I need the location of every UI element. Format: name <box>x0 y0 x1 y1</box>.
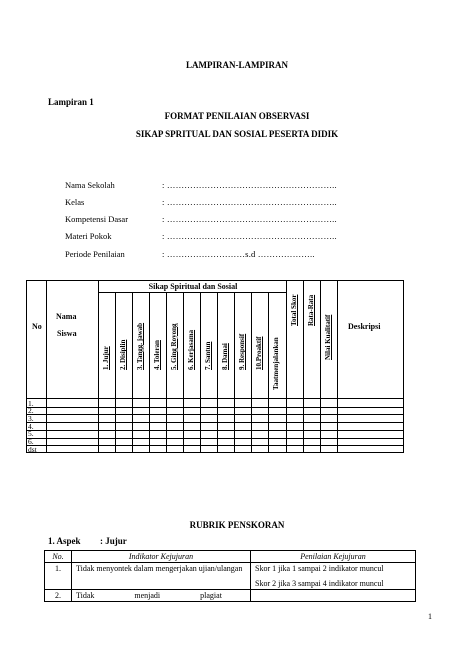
rubrik-header-row <box>45 551 416 563</box>
rubrik-cell-indikator: Tidak menyontek dalam mengerjakan ujian/ulangan <box>72 563 251 590</box>
rubrik-header-indikator: Indikator Kejujuran <box>72 551 251 563</box>
col-deskripsi-header: Deskripsi <box>348 322 381 331</box>
attitude-header-10: 10.Proaktif <box>255 336 263 370</box>
group-header: Sikap Spiritual dan Sosial <box>148 282 238 291</box>
info-value-materi: : ………………………………………………….. <box>162 231 337 241</box>
rubrik-cell-penilaian <box>251 590 416 602</box>
table-row-label: 4. <box>28 421 34 431</box>
rubrik-cell-penilaian <box>251 563 416 590</box>
aspect-label: 1. Aspek <box>48 536 81 546</box>
document-title-line2: SIKAP SPRITUAL DAN SOSIAL PESERTA DIDIK <box>135 129 339 139</box>
info-label-kd: Kompetensi Dasar <box>65 214 129 224</box>
attitude-header-11: Taatmenjalankan <box>272 337 280 390</box>
info-label-sekolah: Nama Sekolah <box>65 180 115 190</box>
attitude-header-8: 8. Damai <box>221 343 229 370</box>
attitude-header-4: 4. Toleran <box>153 340 161 370</box>
info-value-periode: : ………………………s.d ……………….. <box>162 249 315 259</box>
attitude-header-7: 7. Santun <box>204 341 212 370</box>
info-label-kelas: Kelas <box>65 197 85 207</box>
lampiran-label: Lampiran 1 <box>48 97 94 107</box>
rubrik-header-no: No. <box>45 551 72 563</box>
document-title-line1: FORMAT PENILAIAN OBSERVASI <box>164 111 310 121</box>
table-row-label: 5. <box>28 429 34 439</box>
attitude-header-1: 1. Jujur <box>102 346 110 370</box>
col-no-header: No <box>32 322 42 331</box>
rubrik-penilaian-line1: Skor 1 jika 1 sampai 2 indikator muncul <box>255 564 384 573</box>
table-row-label: 2. <box>28 406 34 416</box>
rubrik-cell-no: 1. <box>45 563 72 590</box>
attitude-header-5: 5. Ging Royong <box>170 323 178 370</box>
table-row-label: dst <box>28 444 37 454</box>
rubrik-penilaian-line2: Skor 2 jika 3 sampai 4 indikator muncul <box>255 579 384 588</box>
col-rata-header: Rata-Rata <box>307 294 315 326</box>
rubrik-title: RUBRIK PENSKORAN <box>189 520 285 530</box>
info-value-kd: : ………………………………………………….. <box>162 214 337 224</box>
col-total-header: Total Skor <box>290 294 298 326</box>
table-row-label: 1. <box>28 398 34 408</box>
info-label-periode: Periode Penilaian <box>65 249 125 259</box>
table-row-label: 3. <box>28 413 34 423</box>
info-label-materi: Materi Pokok <box>65 231 112 241</box>
info-value-kelas: : ………………………………………………….. <box>162 197 337 207</box>
attitude-header-9: 9. Responsif <box>238 333 246 370</box>
col-nama-header-2: Siswa <box>57 329 77 338</box>
col-nama-header-1: Nama <box>56 312 77 321</box>
page-number: 1 <box>428 612 432 621</box>
rubrik-table <box>44 550 416 602</box>
page-heading: LAMPIRAN-LAMPIRAN <box>186 60 288 70</box>
table-row-label: 6. <box>28 437 34 446</box>
table-row <box>45 590 416 602</box>
attitude-header-2: 2. Disiplin <box>119 339 127 370</box>
observation-table <box>26 280 404 453</box>
table-row <box>45 563 416 590</box>
attitude-header-3: 3. Tangg. jawab <box>136 322 144 370</box>
rubrik-cell-no: 2. <box>45 590 72 602</box>
attitude-header-6: 6. Kerjasama <box>187 329 195 370</box>
aspect-value: : Jujur <box>100 536 127 546</box>
rubrik-header-penilaian: Penilaian Kejujuran <box>251 551 416 563</box>
col-nilai-header: Nilai Kualitatif <box>324 314 332 360</box>
info-value-sekolah: : ………………………………………………….. <box>162 180 337 190</box>
rubrik-cell-indikator: Tidak menjadi plagiat <box>72 590 251 602</box>
